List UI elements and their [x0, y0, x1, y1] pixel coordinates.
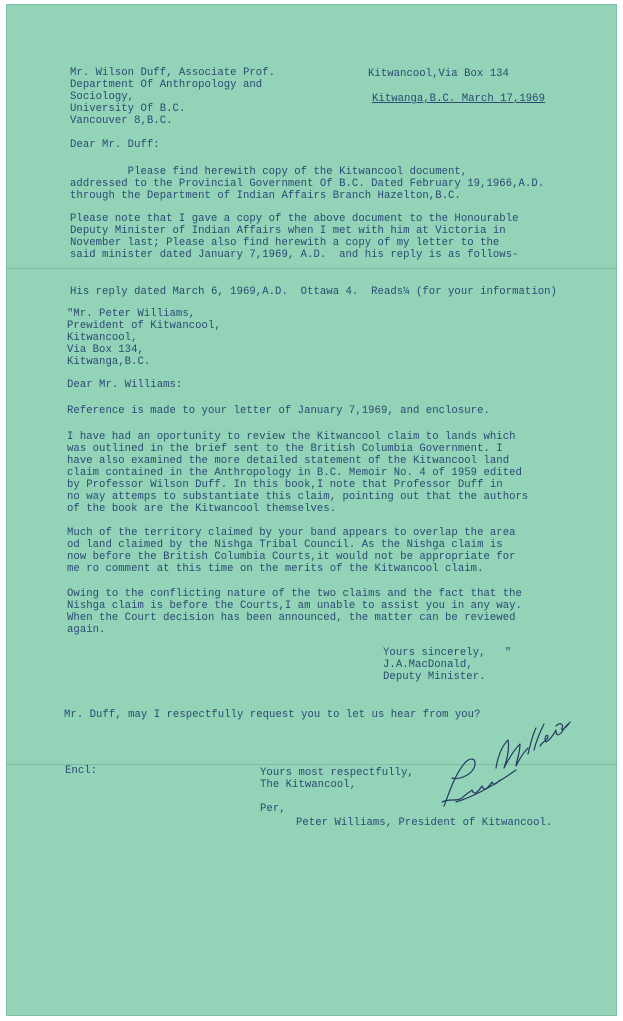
- quoted-body-line: me ro comment at this time on the merits of the Kitwancool claim.: [67, 563, 484, 575]
- signature-stroke: [528, 724, 544, 754]
- quoted-address-line: "Mr. Peter Williams,: [67, 308, 196, 320]
- signature-stroke: [556, 722, 570, 730]
- quoted-address-line: Via Box 134,: [67, 344, 144, 356]
- body-line: November last; Please also find herewith a copy of my letter to the: [70, 237, 500, 249]
- per-label: Per,: [260, 803, 286, 815]
- signature-stroke: [442, 780, 500, 802]
- quoted-body-line: I have had an oportunity to review the Kitwancool claim to lands which: [67, 431, 516, 443]
- body-line: Please note that I gave a copy of the above document to the Honourable: [70, 213, 519, 225]
- body-line: Please find herewith copy of the Kitwancool document,: [70, 166, 468, 178]
- quoted-closing-line: Deputy Minister.: [383, 671, 486, 683]
- closing-line: Yours most respectfully,: [260, 767, 414, 779]
- body-line: said minister dated January 7,1969, A.D. and his reply is as follows-: [70, 249, 519, 261]
- recipient-line: Vancouver 8,B.C.: [70, 115, 173, 127]
- quoted-body-line: now before the British Columbia Courts,it would not be appropriate for: [67, 551, 516, 563]
- quoted-salutation: Dear Mr. Williams:: [67, 379, 183, 391]
- quoted-address-line: Kitwancool,: [67, 332, 138, 344]
- signature-stroke: [456, 770, 516, 802]
- quoted-address-line: Kitwanga,B.C.: [67, 356, 151, 368]
- signature-stroke: [496, 740, 528, 768]
- body-line: Deputy Minister of Indian Affairs when I met with him at Victoria in: [70, 225, 506, 237]
- quoted-closing-line: J.A.MacDonald,: [383, 659, 473, 671]
- quoted-body-line: When the Court decision has been announced, the matter can be reviewed: [67, 612, 516, 624]
- quoted-body-line: by Professor Wilson Duff. In this book,I note that Professor Duff in: [67, 479, 503, 491]
- recipient-line: Mr. Wilson Duff, Associate Prof.: [70, 67, 276, 79]
- signer-line: Peter Williams, President of Kitwancool.: [296, 817, 553, 829]
- body-line: addressed to the Provincial Government Of B.C. Dated February 19,1966,A.D.: [70, 178, 545, 190]
- quoted-body-line: have also examined the more detailed statement of the Kitwancool land: [67, 455, 510, 467]
- enclosure-label: Encl:: [65, 765, 98, 777]
- handwritten-signature: [436, 706, 576, 816]
- closing-line: The Kitwancool,: [260, 779, 357, 791]
- recipient-line: Sociology,: [70, 91, 135, 103]
- reply-intro: His reply dated March 6, 1969,A.D. Ottawa 4. Reads¼ (for your information): [70, 286, 557, 298]
- quoted-body-line: was outlined in the brief sent to the British Columbia Government. I: [67, 443, 503, 455]
- sender-address-line: Kitwancool,Via Box 134: [368, 68, 509, 80]
- quoted-body-line: Owing to the conflicting nature of the two claims and the fact that the: [67, 588, 522, 600]
- quoted-body-line: od land claimed by the Nishga Tribal Council. As the Nishga claim is: [67, 539, 503, 551]
- quoted-closing-line: Yours sincerely, ": [383, 647, 512, 659]
- quoted-body-line: Much of the territory claimed by your band appears to overlap the area: [67, 527, 516, 539]
- quoted-body-line: Nishga claim is before the Courts,I am unable to assist you in any way.: [67, 600, 522, 612]
- salutation: Dear Mr. Duff:: [70, 139, 160, 151]
- quoted-body-line: of the book are the Kitwancool themselves.: [67, 503, 337, 515]
- request-line: Mr. Duff, may I respectfully request you to let us hear from you?: [64, 709, 481, 721]
- sender-date-line: Kitwanga,B.C. March 17,1969: [372, 93, 545, 105]
- quoted-body-line: again.: [67, 624, 106, 636]
- quoted-body-line: claim contained in the Anthropology in B.C. Memoir No. 4 of 1959 edited: [67, 467, 522, 479]
- body-line: through the Department of Indian Affairs Branch Hazelton,B.C.: [70, 190, 461, 202]
- quoted-body-line: Reference is made to your letter of January 7,1969, and enclosure.: [67, 405, 490, 417]
- paper-fold-line: [6, 268, 617, 269]
- signature-stroke: [540, 724, 568, 746]
- recipient-line: University Of B.C.: [70, 103, 186, 115]
- recipient-line: Department Of Anthropology and: [70, 79, 263, 91]
- quoted-address-line: Prewident of Kitwancool,: [67, 320, 221, 332]
- quoted-body-line: no way attemps to substantiate this claim, pointing out that the authors: [67, 491, 529, 503]
